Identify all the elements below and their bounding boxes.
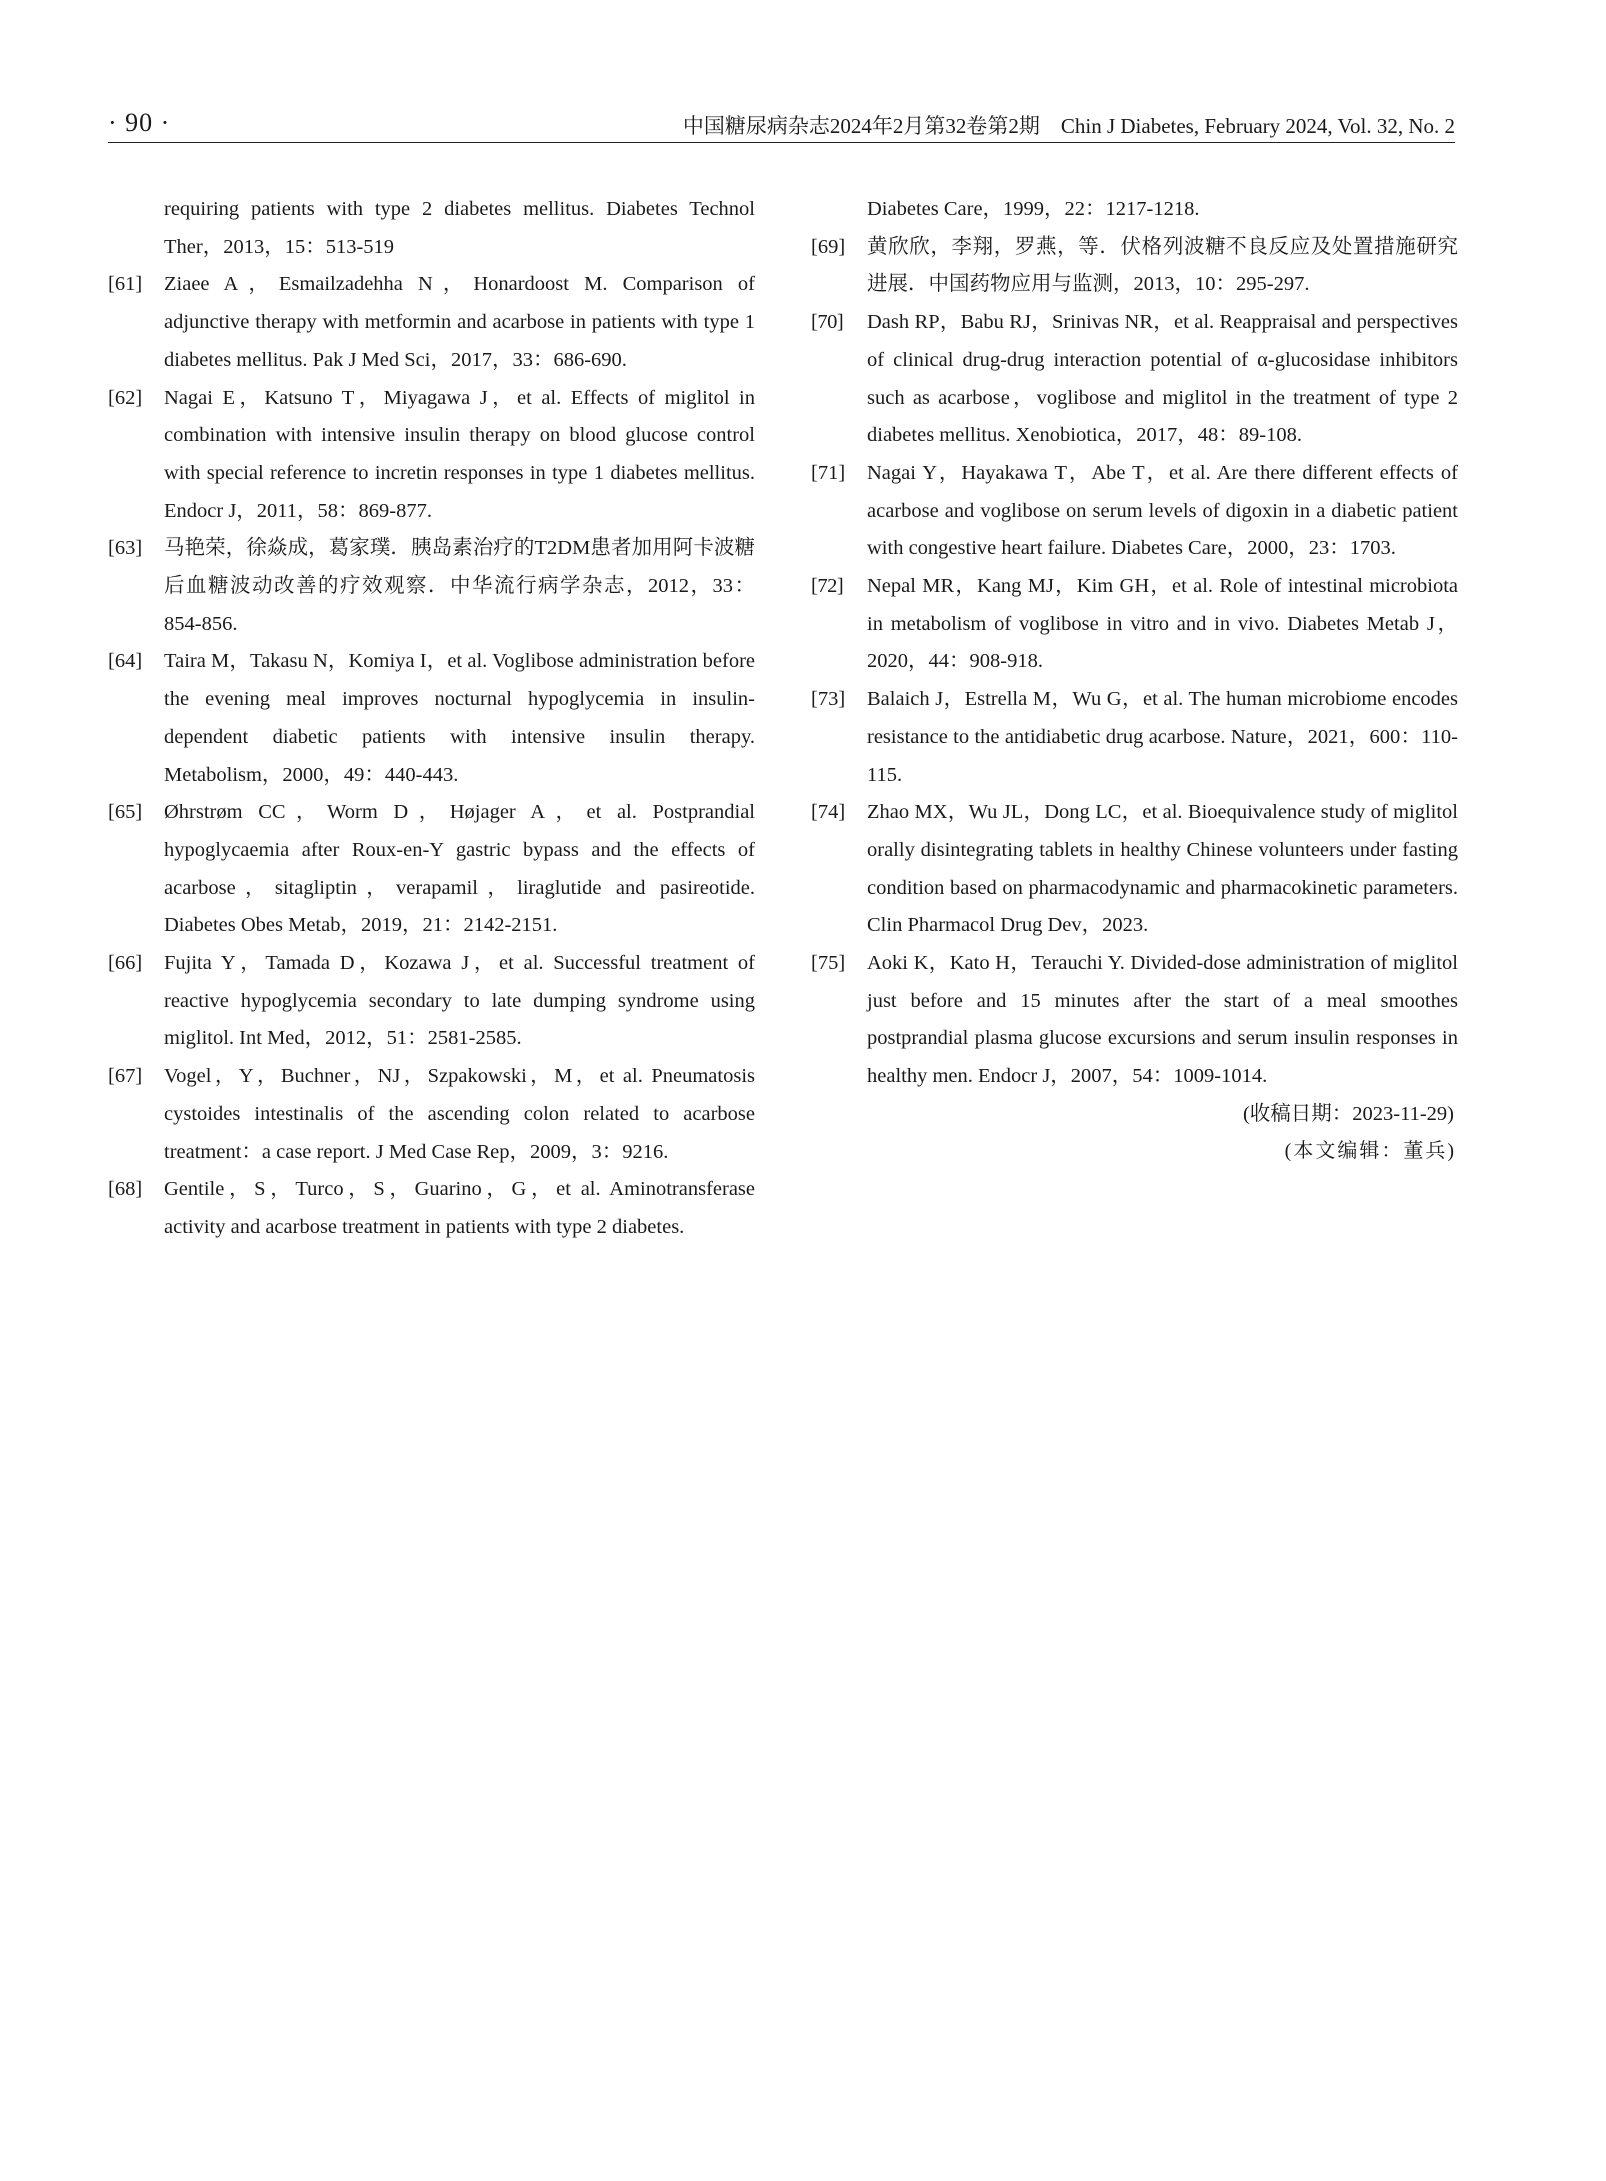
reference-number: [68]	[108, 1178, 143, 1201]
reference-71	[811, 455, 1458, 568]
reference-number: [63]	[108, 537, 143, 560]
reference-number: [69]	[811, 235, 846, 258]
page-number: · 90 ·	[108, 108, 171, 137]
reference-number: [74]	[811, 801, 846, 824]
running-header	[108, 106, 1455, 143]
reference-text: 黄欣欣，李翔，罗燕，等．伏格列波糖不良反应及处置措施研究进展．中国药物应用与监测，2013，10：295-297.	[867, 235, 1458, 296]
reference-text: Fujita Y，Tamada D，Kozawa J，et al. Successful treatment of reactive hypoglycemia secondary to late dumping syndrome using miglitol. Int Med，2012，51：2581-2585.	[164, 952, 755, 1050]
reference-69	[811, 229, 1458, 304]
reference-text: 马艳荣，徐焱成，葛家璞．胰岛素治疗的T2DM患者加用阿卡波糖后血糖波动改善的疗效观察．中华流行病学杂志，2012，33：854-856.	[164, 537, 755, 635]
reference-61	[108, 266, 755, 379]
left-column	[108, 191, 755, 1247]
reference-continuation: requiring patients with type 2 diabetes mellitus. Diabetes Technol Ther，2013，15：513-519	[164, 198, 755, 258]
reference-text: Øhrstrøm CC，Worm D，Højager A，et al. Postprandial hypoglycaemia after Roux-en-Y gastric bypass and the effects of acarbose，sitagliptin，verapamil，liraglutide and pasireotide. Diabetes Obes Metab，2019，21：2142-2151.	[164, 801, 755, 937]
received-date: (收稿日期：2023-11-29)	[1242, 1102, 1454, 1125]
reference-text: Dash RP，Babu RJ，Srinivas NR，et al. Reappraisal and perspectives of clinical drug-drug interaction potential of α-glucosidase inhibitors such as acarbose，voglibose and miglitol in the treatment of type 2 diabetes mellitus. Xenobiotica，2017，48：89-108.	[867, 311, 1458, 447]
reference-number: [61]	[108, 273, 143, 296]
reference-text: Vogel，Y，Buchner，NJ，Szpakowski，M，et al. Pneumatosis cystoides intestinalis of the ascending colon related to acarbose treatment：a case report. J Med Case Rep，2009，3：9216.	[164, 1065, 755, 1163]
reference-number: [62]	[108, 386, 143, 409]
reference-72	[811, 568, 1458, 681]
reference-text: Gentile，S，Turco，S，Guarino，G，et al. Aminotransferase activity and acarbose treatment in patients with type 2 diabetes.	[164, 1178, 755, 1238]
reference-number: [65]	[108, 801, 143, 824]
reference-number: [64]	[108, 650, 143, 673]
reference-number: [70]	[811, 311, 844, 334]
reference-62	[108, 380, 755, 531]
reference-continuation: Diabetes Care，1999，22：1217-1218.	[867, 198, 1200, 220]
reference-text: Nepal MR，Kang MJ，Kim GH，et al. Role of intestinal microbiota in metabolism of voglibose in vitro and in vivo. Diabetes Metab J，2020，44：908-918.	[867, 575, 1458, 673]
reference-text: Ziaee A，Esmailzadehha N，Honardoost M. Comparison of adjunctive therapy with metformin and acarbose in patients with type 1 diabetes mellitus. Pak J Med Sci，2017，33：686-690.	[164, 273, 755, 371]
reference-number: [72]	[811, 575, 844, 598]
reference-number: [75]	[811, 952, 846, 975]
journal-citation: 中国糖尿病杂志2024年2月第32卷第2期 Chin J Diabetes, February 2024, Vol. 32, No. 2	[682, 114, 1455, 138]
reference-68	[108, 1171, 755, 1246]
reference-text: Zhao MX，Wu JL，Dong LC，et al. Bioequivalence study of miglitol orally disintegrating tablets in healthy Chinese volunteers under fasting condition based on pharmacodynamic and pharmacokinetic parameters. Clin Pharmacol Drug Dev，2023.	[867, 801, 1458, 937]
reference-number: [67]	[108, 1065, 143, 1088]
reference-73	[811, 681, 1458, 794]
reference-66	[108, 945, 755, 1058]
reference-number: [66]	[108, 952, 143, 975]
reference-number: [71]	[811, 461, 846, 484]
article-editor: (本文编辑：董兵)	[1284, 1139, 1456, 1162]
reference-75	[811, 945, 1458, 1096]
reference-74	[811, 794, 1458, 945]
reference-70	[811, 304, 1458, 455]
reference-text: Aoki K，Kato H，Terauchi Y. Divided-dose administration of miglitol just before and 15 minutes after the start of a meal smoothes postprandial plasma glucose excursions and serum insulin responses in healthy men. Endocr J，2007，54：1009-1014.	[867, 952, 1458, 1088]
reference-text: Taira M，Takasu N，Komiya I，et al. Voglibose administration before the evening meal improves nocturnal hypoglycemia in insulin-dependent diabetic patients with intensive insulin therapy. Metabolism，2000，49：440-443.	[164, 650, 755, 786]
reference-text: Balaich J，Estrella M，Wu G，et al. The human microbiome encodes resistance to the antidiabetic drug acarbose. Nature，2021，600：110-115.	[867, 688, 1458, 786]
reference-63	[108, 530, 755, 643]
reference-text: Nagai Y，Hayakawa T，Abe T，et al. Are there different effects of acarbose and voglibose on serum levels of digoxin in a diabetic patient with congestive heart failure. Diabetes Care，2000，23：1703.	[867, 461, 1458, 560]
reference-67	[108, 1058, 755, 1171]
reference-65	[108, 794, 755, 945]
right-column	[811, 191, 1458, 1170]
reference-64	[108, 643, 755, 794]
reference-text: Nagai E，Katsuno T，Miyagawa J，et al. Effects of miglitol in combination with intensive insulin therapy on blood glucose control with special reference to incretin responses in type 1 diabetes mellitus. Endocr J，2011，58：869-877.	[164, 386, 755, 522]
reference-number: [73]	[811, 688, 846, 711]
